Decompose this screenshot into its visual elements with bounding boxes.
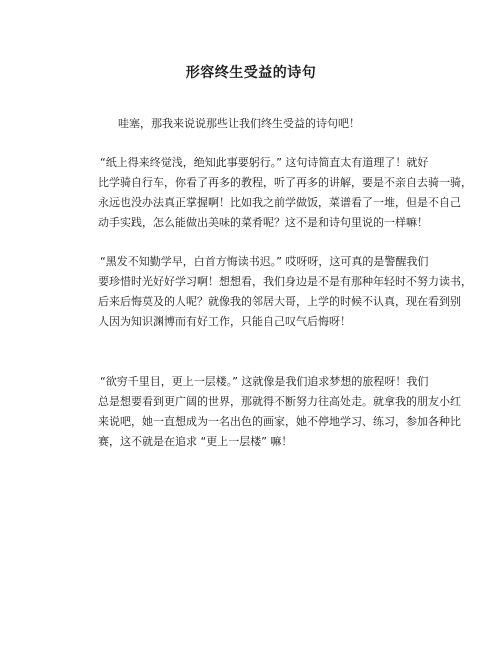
paragraph-line: 动手实践，怎么能做出美味的菜肴呢？这不是和诗句里说的一样嘛！: [98, 216, 428, 229]
paragraph-1: [98, 153, 472, 233]
paragraph-2: [98, 252, 472, 332]
paragraph-line: 永远也没办法真正掌握啊！比如我之前学做饭，菜谱看了一堆，但是不自己: [98, 196, 461, 209]
paragraph-line: “欲穷千里目，更上一层楼。” 这就像是我们追求梦想的旅程呀！我们: [100, 375, 429, 388]
paragraph-3: [98, 372, 461, 452]
paragraph-line: “黑发不知勤学早，白首方悔读书迟。” 哎呀呀，这可真的是警醒我们: [100, 255, 429, 268]
paragraph-line: 赛，这不就是在追求 “更上一层楼” 嘛！: [98, 435, 293, 448]
paragraph-line: 总是想要看到更广阔的世界，那就得不断努力往高处走。就拿我的朋友小红: [98, 395, 461, 408]
intro-paragraph: 哇塞，那我来说说那些让我们终生受益的诗句吧！: [118, 117, 360, 130]
paragraph-line: 人因为知识渊博而有好工作，只能自己叹气后悔呀！: [98, 315, 351, 328]
paragraph-line: 要珍惜时光好好学习啊！想想看，我们身边是不是有那种年轻时不努力读书，: [98, 275, 472, 288]
paragraph-line: “纸上得来终觉浅，绝知此事要躬行。” 这句诗简直太有道理了！就好: [100, 156, 429, 169]
paragraph-line: 后来后悔莫及的人呢？就像我的邻居大哥，上学的时候不认真，现在看到别: [98, 295, 461, 308]
paragraph-line: 比学骑自行车，你看了再多的教程，听了再多的讲解，要是不亲自去骑一骑，: [98, 176, 472, 189]
document-title: 形容终生受益的诗句: [185, 65, 317, 81]
paragraph-line: 来说吧，她一直想成为一名出色的画家，她不停地学习、练习，参加各种比: [98, 415, 461, 428]
